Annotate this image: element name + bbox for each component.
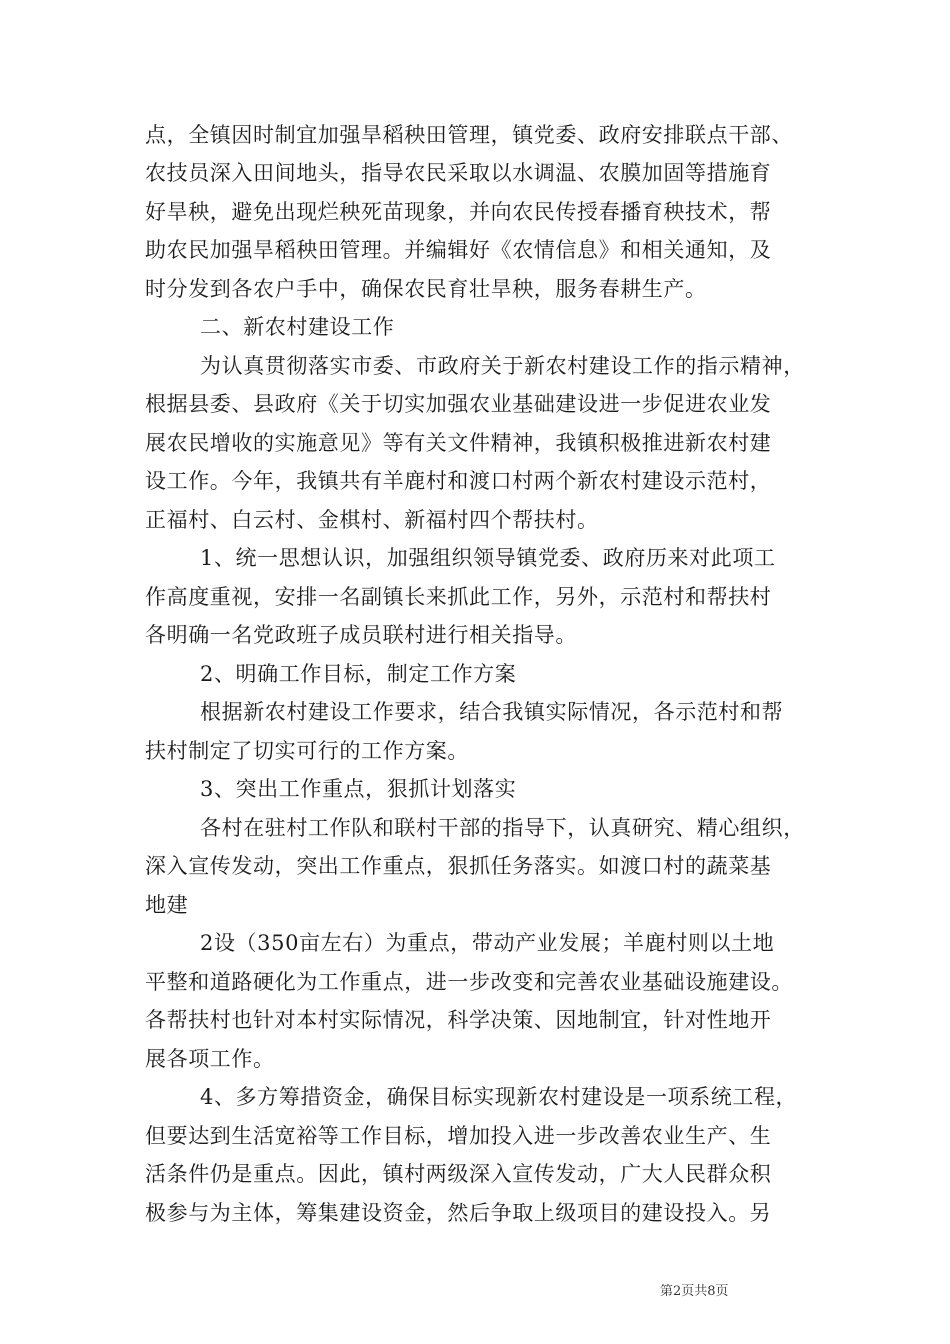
subheading-focus: 3、突出工作重点，狠抓计划落实 xyxy=(200,777,517,801)
paragraph-line-25: 展各项工作。 xyxy=(145,1047,275,1071)
paragraph-line-21: 地建 xyxy=(145,893,189,917)
paragraph-line-11: 正福村、白云村、金棋村、新福村四个帮扶村。 xyxy=(145,508,599,532)
paragraph-line-26: 4、多方筹措资金，确保目标实现新农村建设是一项系统工程， xyxy=(200,1085,798,1109)
paragraph-line-13: 作高度重视，安排一名副镇长来抓此工作，另外，示范村和帮扶村 xyxy=(145,585,772,609)
paragraph-line-19: 各村在驻村工作队和联村干部的指导下，认真研究、精心组织， xyxy=(200,816,805,840)
paragraph-line-10: 设工作。今年，我镇共有羊鹿村和渡口村两个新农村建设示范村， xyxy=(145,469,772,493)
page-number-footer: 第2页共8页 xyxy=(660,1284,729,1299)
paragraph-line-7: 为认真贯彻落实市委、市政府关于新农村建设工作的指示精神， xyxy=(200,354,805,378)
paragraph-line-8: 根据县委、县政府《关于切实加强农业基础建设进一步促进农业发 xyxy=(145,392,772,416)
paragraph-line-2: 农技员深入田间地头，指导农民采取以水调温、农膜加固等措施育 xyxy=(145,161,772,185)
section-heading-new-village: 二、新农村建设工作 xyxy=(200,315,395,339)
paragraph-line-16: 根据新农村建设工作要求，结合我镇实际情况，各示范村和帮 xyxy=(200,700,784,724)
paragraph-line-9: 展农民增收的实施意见》等有关文件精神，我镇积极推进新农村建 xyxy=(145,431,772,455)
paragraph-line-4: 助农民加强旱稻秧田管理。并编辑好《农情信息》和相关通知，及 xyxy=(145,238,772,262)
paragraph-line-17: 扶村制定了切实可行的工作方案。 xyxy=(145,739,469,763)
paragraph-line-5: 时分发到各农户手中，确保农民育壮旱秧，服务春耕生产。 xyxy=(145,277,707,301)
paragraph-line-29: 极参与为主体，筹集建设资金，然后争取上级项目的建设投入。另 xyxy=(145,1201,772,1225)
paragraph-line-1: 点，全镇因时制宜加强旱稻秧田管理，镇党委、政府安排联点干部、 xyxy=(145,123,793,147)
paragraph-line-23: 平整和道路硬化为工作重点，进一步改变和完善农业基础设施建设。 xyxy=(145,970,793,994)
paragraph-line-3: 好旱秧，避免出现烂秧死苗现象，并向农民传授春播育秧技术，帮 xyxy=(145,200,772,224)
subheading-goals: 2、明确工作目标，制定工作方案 xyxy=(200,662,517,686)
paragraph-line-28: 活条件仍是重点。因此，镇村两级深入宣传发动，广大人民群众积 xyxy=(145,1162,772,1186)
paragraph-line-24: 各帮扶村也针对本村实际情况，科学决策、因地制宜，针对性地开 xyxy=(145,1008,772,1032)
paragraph-line-27: 但要达到生活宽裕等工作目标，增加投入进一步改善农业生产、生 xyxy=(145,1124,772,1148)
paragraph-line-12: 1、统一思想认识，加强组织领导镇党委、政府历来对此项工 xyxy=(200,546,776,570)
paragraph-line-20: 深入宣传发动，突出工作重点，狠抓任务落实。如渡口村的蔬菜基 xyxy=(145,854,772,878)
paragraph-line-22: 2设（350亩左右）为重点，带动产业发展；羊鹿村则以土地 xyxy=(200,931,775,955)
paragraph-line-14: 各明确一名党政班子成员联村进行相关指导。 xyxy=(145,623,577,647)
